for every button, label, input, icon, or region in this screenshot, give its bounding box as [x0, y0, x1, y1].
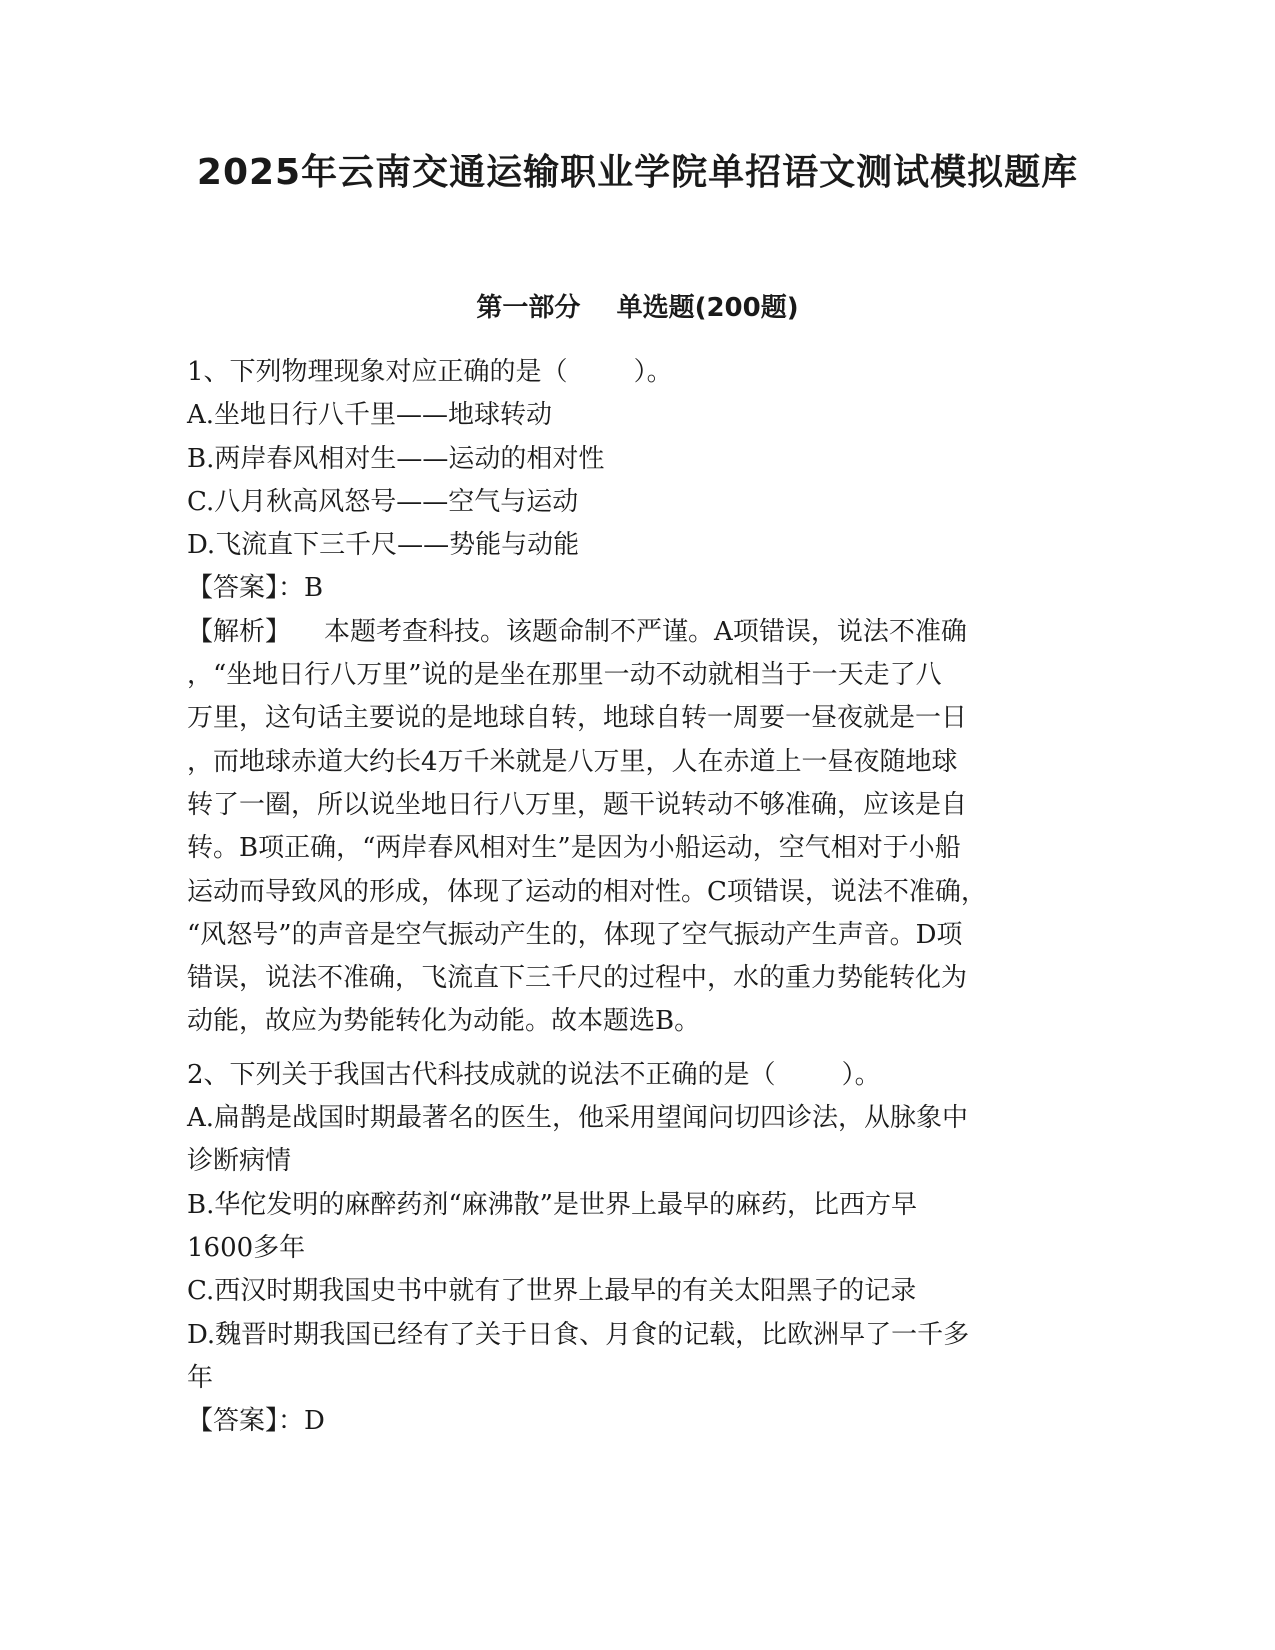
option-c: C.八月秋高风怒号——空气与运动 [187, 486, 579, 517]
questions-content [187, 351, 1077, 1443]
answer-line: 【答案】：D [187, 1406, 325, 1437]
analysis-line: 运动而导致风的形成，体现了运动的相对性。C项错误，说法不准确， [187, 876, 987, 907]
option-d: D.飞流直下三千尺——势能与动能 [187, 530, 580, 561]
question-gap [187, 1044, 1077, 1054]
option-line: 年 [187, 1362, 214, 1393]
option-line: 诊断病情 [187, 1146, 292, 1177]
section-title: 第一部分 单选题(200题) [476, 293, 799, 323]
question-stem: 2、下列关于我国古代科技成就的说法不正确的是（ ）。 [187, 1059, 881, 1090]
analysis-block [187, 611, 1077, 1044]
question-block [187, 351, 1077, 1044]
question-block [187, 1054, 1077, 1444]
option-line: C.西汉时期我国史书中就有了世界上最早的有关太阳黑子的记录 [187, 1276, 917, 1307]
option-line: D.魏晋时期我国已经有了关于日食、月食的记载，比欧洲早了一千多 [187, 1319, 970, 1350]
analysis-line: 【解析】 本题考查科技。该题命制不严谨。A项错误，说法不准确 [187, 616, 967, 647]
analysis-line: 动能，故应为势能转化为动能。故本题选B。 [187, 1006, 701, 1037]
answer-line: 【答案】：B [187, 573, 324, 604]
analysis-line: 万里，这句话主要说的是地球自转，地球自转一周要一昼夜就是一日 [187, 703, 968, 734]
analysis-line: 转了一圈，所以说坐地日行八万里，题干说转动不够准确，应该是自 [187, 789, 968, 820]
question-stem: 1、下列物理现象对应正确的是（ ）。 [187, 357, 673, 387]
analysis-line: 转。B项正确，“两岸春风相对生”是因为小船运动，空气相对于小船 [187, 833, 961, 864]
option-a: A.坐地日行八千里——地球转动 [187, 400, 553, 431]
analysis-line: ，而地球赤道大约长4万千米就是八万里，人在赤道上一昼夜随地球 [187, 746, 958, 777]
option-b: B.两岸春风相对生——运动的相对性 [187, 443, 605, 474]
document-title: 2025年云南交通运输职业学院单招语文测试模拟题库 [196, 152, 1079, 193]
option-line: A.扁鹊是战国时期最著名的医生，他采用望闻问切四诊法，从脉象中 [187, 1103, 969, 1134]
analysis-line: ，“坐地日行八万里”说的是坐在那里一动不动就相当于一天走了八 [187, 660, 942, 691]
option-line: B.华佗发明的麻醉药剂“麻沸散”是世界上最早的麻药，比西方早 [187, 1189, 917, 1220]
option-line: 1600多年 [187, 1232, 306, 1263]
analysis-line: “风怒号”的声音是空气振动产生的，体现了空气振动产生声音。D项 [187, 919, 963, 950]
analysis-line: 错误，说法不准确，飞流直下三千尺的过程中，水的重力势能转化为 [187, 963, 968, 994]
